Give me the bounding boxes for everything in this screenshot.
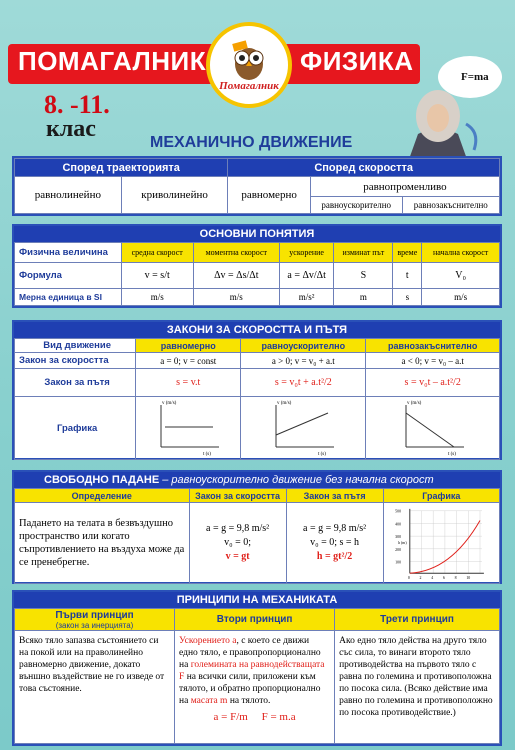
owl-icon [227, 38, 271, 82]
ff-xtick-10: 10 [466, 576, 471, 581]
newton-portrait [388, 84, 488, 162]
ff-y-label: h (m) [398, 540, 407, 545]
accelerating-cell: равноускорително [310, 197, 402, 214]
speed-law-label: Закон за скоростта [15, 353, 136, 369]
by-trajectory-header: Според траекторията [15, 159, 228, 177]
graph-accel [241, 397, 366, 460]
second-text-3: на тялото. [227, 696, 271, 706]
rectilinear-cell: равнолинейно [15, 177, 122, 214]
principles-panel [12, 590, 502, 746]
first-principle-header: Първи принцип [55, 609, 134, 621]
ff-path-line-2: v₀ = 0; s = h [310, 537, 360, 548]
quantity-acceleration: ускорение [279, 243, 334, 263]
basic-concepts-panel [12, 224, 502, 308]
path-law-label: Закон за пътя [15, 369, 136, 397]
ff-graph [383, 503, 499, 584]
curvilinear-cell: криволинейно [121, 177, 228, 214]
axis-t-label: t (s) [203, 452, 212, 457]
formula-inst-speed: Δv = Δs/Δt [193, 263, 279, 289]
first-principle-sub: (закон за инерцията) [55, 620, 134, 630]
principles-title: ПРИНЦИПИ НА МЕХАНИКАТА [14, 592, 500, 608]
laws-panel [12, 320, 502, 460]
ff-graph-header: Графика [383, 489, 499, 503]
axis-t-label: t (s) [318, 452, 327, 457]
unit-inst-speed: m/s [193, 289, 279, 306]
banner-title-left: ПОМАГАЛНИК [18, 46, 207, 76]
motion-classification-panel [12, 156, 502, 216]
bubble-formula: F=ma [461, 71, 489, 83]
second-formula-1: a = F/m [213, 711, 248, 723]
ff-path-line-1: a = g = 9,8 m/s² [303, 523, 367, 534]
variable-cell: равнопроменливо [310, 177, 499, 197]
quantity-inst-speed: моментна скорост [193, 243, 279, 263]
first-principle-text: Всяко тяло запазва състоянието си на покой или на праволинейно равномерно движение, докато външно въздействие не го изведе от това състояние. [15, 631, 175, 744]
quantity-row-label: Физична величина [15, 243, 122, 263]
second-red-2: големината на равнодействащата F [179, 660, 325, 682]
ff-xtick-4: 4 [431, 576, 434, 581]
ff-speed-header: Закон за скоростта [189, 489, 286, 503]
ff-xtick-8: 8 [454, 576, 457, 581]
path-law-accel: s = v₀t + a.t²/2 [241, 369, 366, 397]
mechanical-motion-title: МЕХАНИЧНО ДВИЖЕНИЕ [150, 134, 353, 151]
quantity-distance: изминат път [334, 243, 393, 263]
ff-ytick-100: 100 [395, 560, 402, 565]
second-text-1: , с което се движи едно тяло, е правопропорционално на [179, 636, 321, 670]
speed-law-accel: a > 0; v = v₀ + a.t [241, 353, 366, 369]
basic-concepts-title: ОСНОВНИ ПОНЯТИЯ [14, 226, 500, 242]
ff-xtick-2: 2 [419, 576, 422, 581]
ff-xtick-0: 0 [408, 576, 411, 581]
ff-ytick-300: 300 [395, 535, 402, 540]
speed-law-decel: a < 0; v = v₀ – a.t [366, 353, 500, 369]
speed-law-uniform: a = 0; v = const [136, 353, 241, 369]
ff-path-header: Закон за пътя [286, 489, 383, 503]
third-principle-text: Ако едно тяло действа на друго тяло със сила, то винаги второто тяло противодейства на първото тяло с равна по големина и противоположна по посока сила. (Всяко действие има равно по големина и противоположно по посока противодействие.) [335, 631, 500, 744]
unit-distance: m [334, 289, 393, 306]
quantity-avg-speed: средна скорост [121, 243, 193, 263]
formula-time: t [393, 263, 422, 289]
uniform-col: равномерно [136, 339, 241, 353]
second-formula-2: F = m.a [261, 711, 296, 723]
banner-title-right: ФИЗИКА [300, 46, 414, 76]
motion-type-label: Вид движение [15, 339, 136, 353]
axis-v-label: v (m/s) [406, 401, 421, 406]
formula-distance: S [334, 263, 393, 289]
ff-path-law [286, 503, 383, 584]
unit-avg-speed: m/s [121, 289, 193, 306]
graph-row-label: Графика [15, 397, 136, 460]
path-law-uniform: s = v.t [136, 369, 241, 397]
unit-time: s [393, 289, 422, 306]
quantity-time: време [393, 243, 422, 263]
axis-v-label: v (m/s) [277, 401, 292, 406]
formula-acceleration: a = Δv/Δt [279, 263, 334, 289]
logo-text: Помагалник [219, 80, 279, 92]
quantity-initial-speed: начална скорост [422, 243, 500, 263]
accel-col: равноускорително [241, 339, 366, 353]
free-fall-definition: Падането на телата в безвъздушно пространство или когато съпротивлението на въздуха може да се пренебрегне. [15, 503, 190, 584]
ff-ytick-400: 400 [395, 522, 402, 527]
decel-col: равнозакъснително [366, 339, 500, 353]
ff-speed-law [189, 503, 286, 584]
by-speed-header: Според скоростта [228, 159, 500, 177]
ff-path-line-3: h = gt²/2 [316, 551, 353, 562]
ff-speed-line-2: v₀ = 0; [224, 537, 252, 548]
definition-header: Определение [15, 489, 190, 503]
free-fall-panel [12, 470, 502, 584]
second-red-3: масата m [190, 696, 228, 706]
unit-initial-speed: m/s [422, 289, 500, 306]
second-principle-text [175, 631, 335, 744]
graph-decel [366, 397, 500, 460]
owl-logo [206, 22, 292, 108]
ff-speed-line-3: v = gt [225, 551, 250, 562]
second-red-1: Ускорението a [179, 636, 237, 646]
ff-ytick-500: 500 [395, 509, 402, 514]
uniform-cell: равномерно [228, 177, 310, 214]
path-law-decel: s = v₀t – a.t²/2 [366, 369, 500, 397]
grade-range: 8. -11. [44, 90, 110, 119]
unit-row-label: Мерна единица в SI [15, 289, 122, 306]
graph-uniform [136, 397, 241, 460]
axis-v-label: v (m/s) [162, 401, 177, 406]
second-text-2: на всички сили, приложени към тялото, и обратно пропорционално на [179, 672, 321, 706]
axis-t-label: t (s) [447, 452, 456, 457]
decelerating-cell: равнозакъснително [402, 197, 499, 214]
grade-label: клас [46, 116, 96, 142]
second-principle-header: Втори принцип [175, 609, 335, 631]
laws-title: ЗАКОНИ ЗА СКОРОСТТА И ПЪТЯ [14, 322, 500, 338]
formula-avg-speed: v = s/t [121, 263, 193, 289]
free-fall-title: СВОБОДНО ПАДАНЕ [44, 474, 160, 486]
ff-ytick-200: 200 [395, 547, 402, 552]
free-fall-subtitle: – равноускорително движение без начална скорост [159, 474, 434, 486]
ff-speed-line-1: a = g = 9,8 m/s² [206, 523, 270, 534]
third-principle-header: Трети принцип [335, 609, 500, 631]
unit-acceleration: m/s² [279, 289, 334, 306]
formula-initial-speed: V₀ [422, 263, 500, 289]
formula-row-label: Формула [15, 263, 122, 289]
ff-xtick-6: 6 [443, 576, 446, 581]
